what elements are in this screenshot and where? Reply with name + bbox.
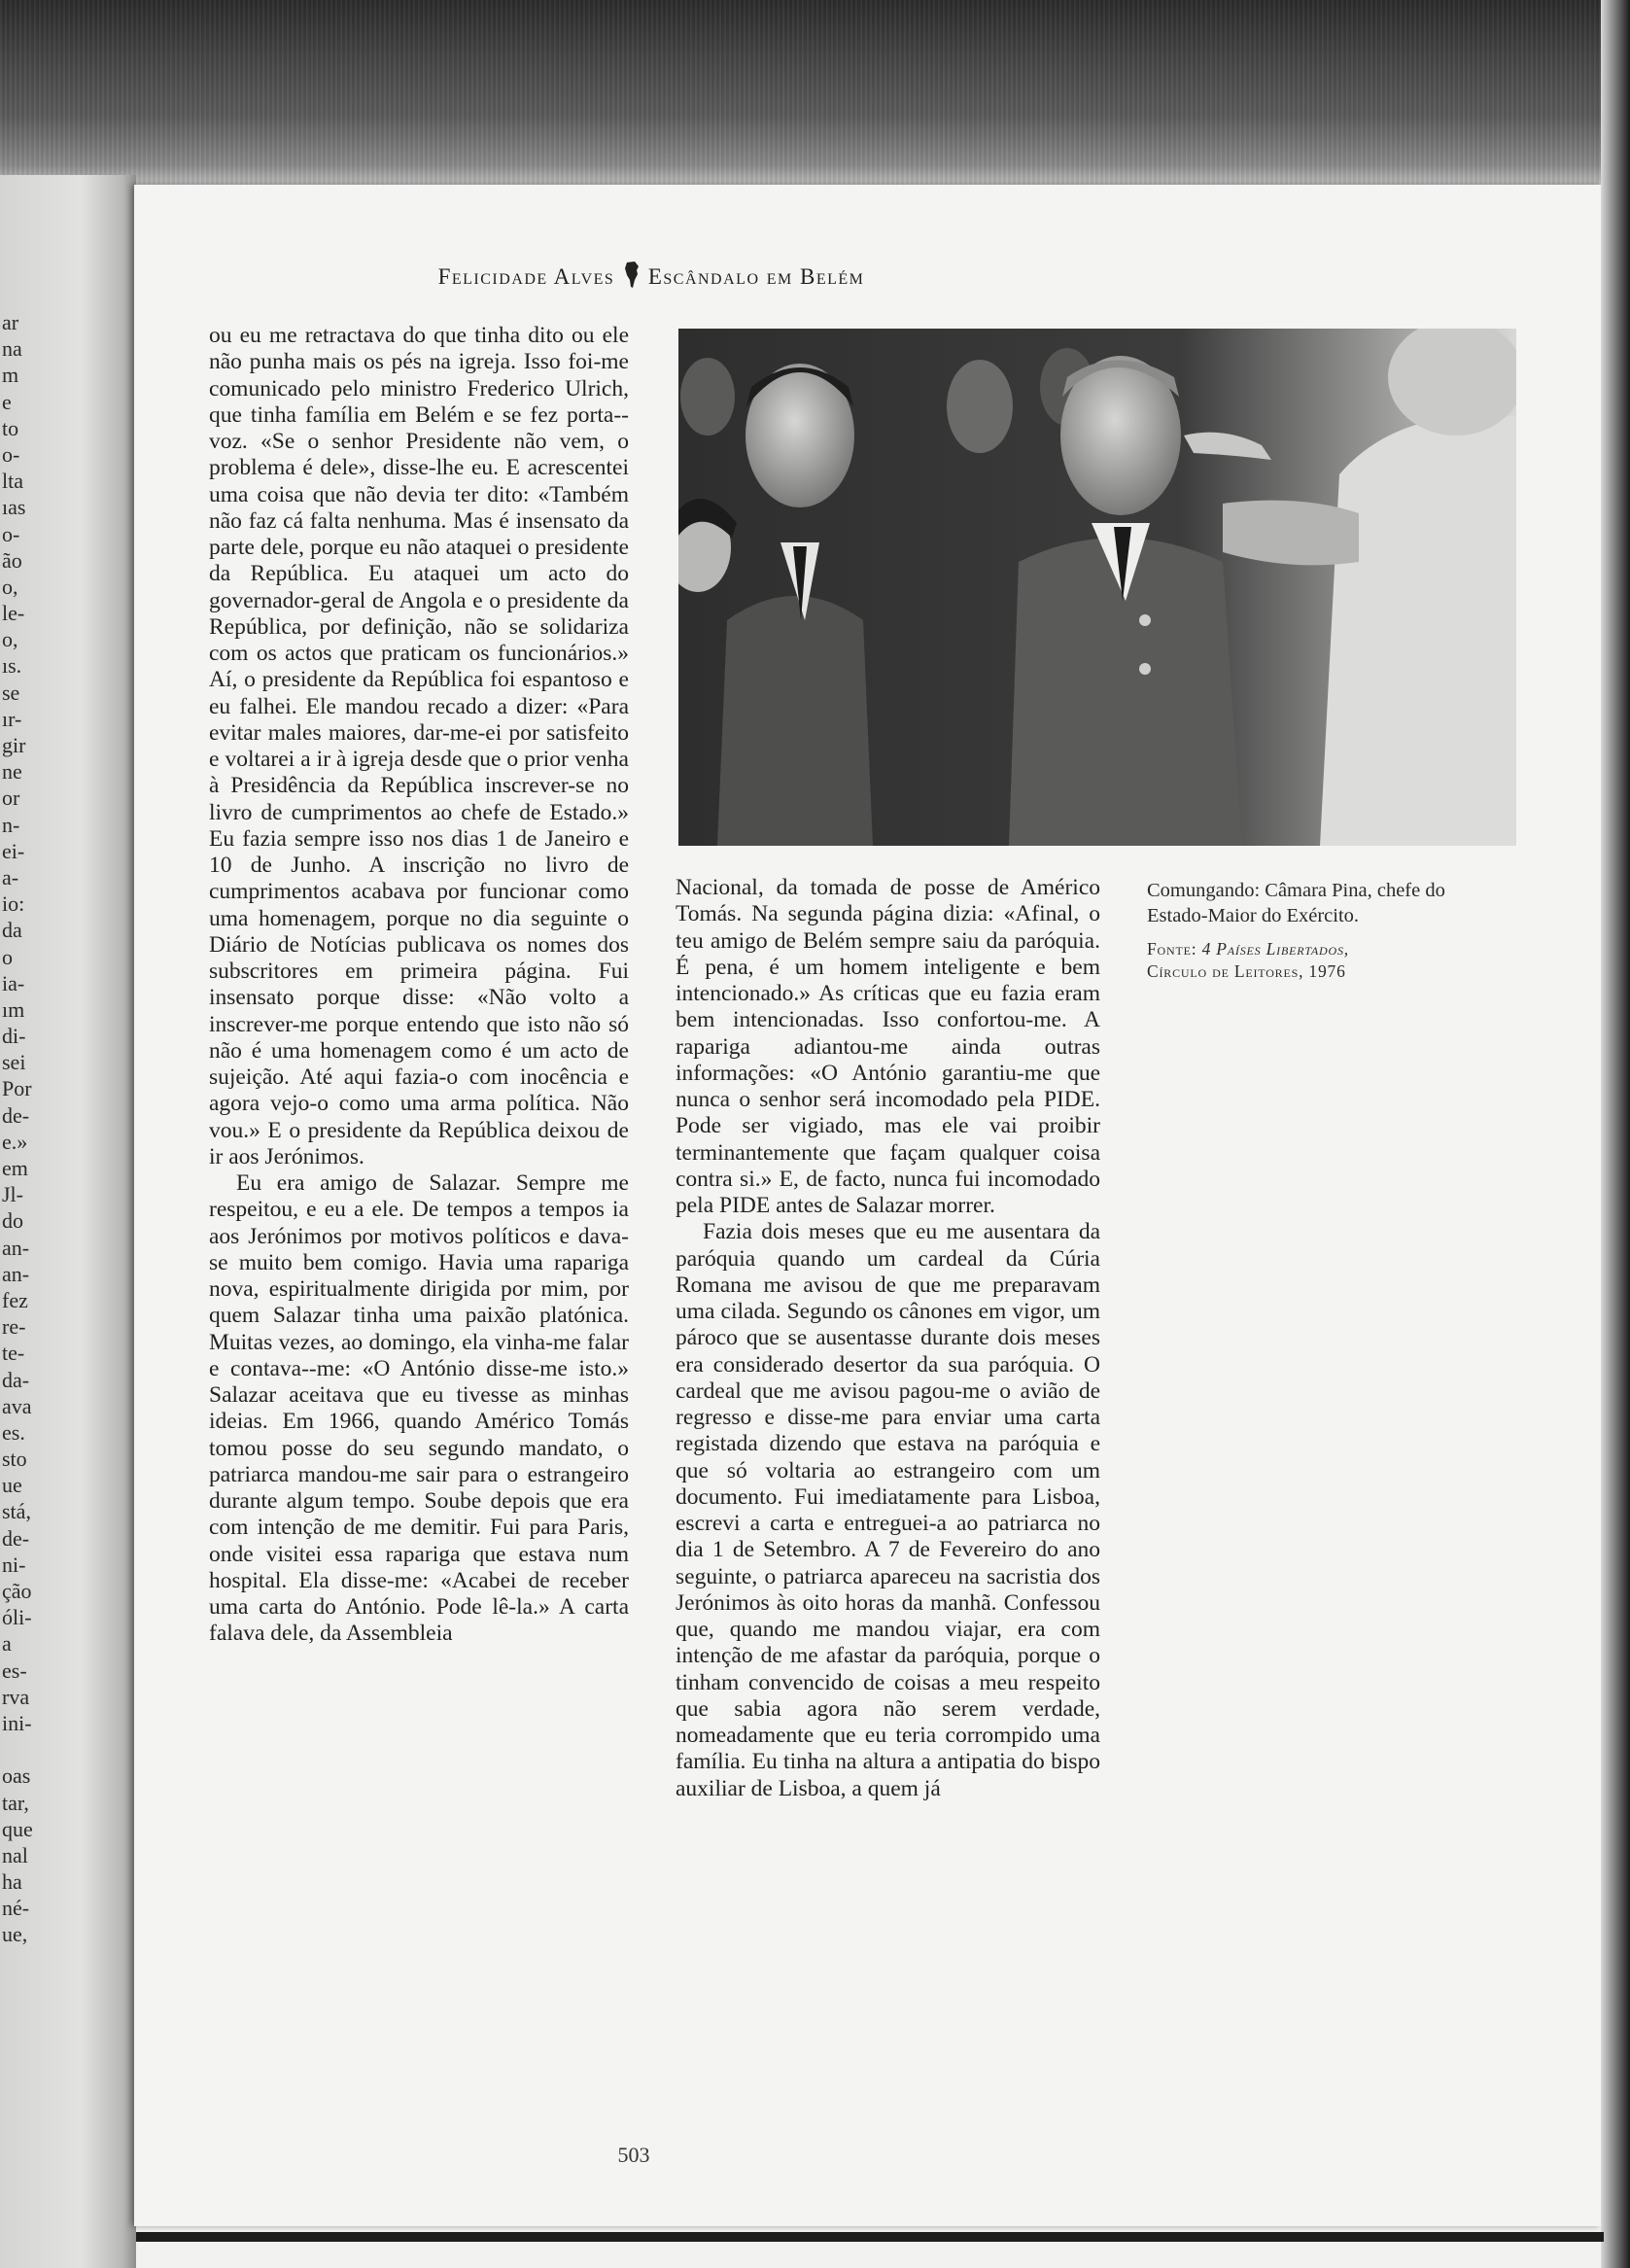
edge-fragment: do xyxy=(2,1208,23,1234)
header-author: Felicidade Alves xyxy=(437,264,615,289)
edge-fragment: que xyxy=(2,1816,33,1841)
scanner-shadow-top xyxy=(0,0,1630,194)
edge-fragment: ava xyxy=(2,1393,32,1418)
edge-fragment: ue xyxy=(2,1473,22,1498)
edge-fragment: ıas xyxy=(2,495,26,520)
edge-fragment: di- xyxy=(2,1024,26,1049)
paragraph: Eu era amigo de Salazar. Sempre me respeitou, e eu a ele. De tempos a tempos ia aos Jerónimos por motivos políticos e dava-se muito bem comigo. Havia uma rapariga nova, espiritualmente dirigida por mim, por quem Salazar tinha uma paixão platónica. Muitas vezes, ao domingo, ela vinha-me falar e contava--me: «O António disse-me isto.» Salazar aceitava que eu tivesse as minhas ideias. Em 1966, quando Américo Tomás tomou posse do seu segundo mandato, o patriarca mandou-me sair para o estrangeiro durante algum tempo. Soube depois que era com intenção de me demitir. Fui para Paris, onde visitei essa rapariga que estava num hospital. Ela disse-me: «Acabei de receber uma carta do António. Pode lê-la.» A carta falava dele, da Assembleia xyxy=(209,1170,629,1647)
edge-fragment: sei xyxy=(2,1050,26,1075)
edge-fragment: es- xyxy=(2,1657,27,1683)
source-label: Fonte: xyxy=(1147,939,1197,959)
facing-page-text-fragments xyxy=(2,309,62,1948)
edge-fragment: m xyxy=(2,363,19,388)
scanner-shadow-right xyxy=(1601,0,1630,2268)
edge-fragment: stá, xyxy=(2,1499,31,1524)
page-number: 503 xyxy=(617,2143,650,2167)
scanner-shadow-bottom xyxy=(136,2232,1604,2242)
edge-fragment: an- xyxy=(2,1235,30,1260)
edge-fragment: io: xyxy=(2,891,25,917)
edge-fragment: es. xyxy=(2,1419,25,1445)
edge-fragment: oas xyxy=(2,1763,31,1789)
edge-fragment: o, xyxy=(2,574,18,599)
paragraph: Fazia dois meses que eu me ausentara da paróquia quando um cardeal da Cúria Romana me avisou de que me preparavam uma cilada. Segundo os cânones em vigor, um pároco que se ausentasse durante dois meses era considerado desertor da sua paróquia. O cardeal que me avisou pagou-me o avião de regresso e disse-me para enviar uma carta registada dizendo que estava na paróquia e que só voltaria ao estrangeiro com um documento. Fui imediatamente para Lisboa, escrevi a carta e entreguei-a ao patriarca no dia 1 de Setembro. A 7 de Fevereiro do ano seguinte, o patriarca apareceu na sacristia dos Jerónimos às oito horas da manhã. Confessou que, quando me mandou viajar, era com intenção de me afastar da paróquia, porque o tinham convencido de coisas a meu respeito que sabia agora não serem verdade, nomeadamente que eu teria corrompido uma família. Eu tinha na altura a antipatia do bispo auxiliar de Lisboa, a quem já xyxy=(676,1219,1100,1801)
edge-fragment: ini- xyxy=(2,1710,32,1735)
source-title: 4 Países Libertados, xyxy=(1201,939,1349,959)
edge-fragment: ıs. xyxy=(2,653,22,679)
africa-map-icon xyxy=(624,261,640,290)
edge-fragment xyxy=(2,1736,62,1762)
paragraph: Nacional, da tomada de posse de Américo Tomás. Na segunda página dizia: «Afinal, o teu amigo de Belém sempre saiu da paróquia. É pena, é um homem inteligente e bem intencionado.» As críticas que eu fazia eram bem intencionadas. Isso confortou-me. A rapariga adiantou-me ainda outras informações: «O António garantiu-me que nunca o senhor será incomodado pela PIDE. Pode ser vigiado, mas ele vai proibir terminantemente que façam qualquer coisa contra si.» E, de facto, nunca fui incomodado pela PIDE antes de Salazar morrer. xyxy=(676,875,1100,1218)
edge-fragment: de- xyxy=(2,1525,30,1551)
edge-fragment: gir xyxy=(2,733,26,757)
edge-fragment: em xyxy=(2,1156,28,1180)
edge-fragment: ei- xyxy=(2,838,25,863)
edge-fragment: fez xyxy=(2,1287,28,1312)
edge-fragment: se xyxy=(2,680,20,705)
edge-fragment: te- xyxy=(2,1341,25,1366)
edge-fragment: óli- xyxy=(2,1605,32,1630)
edge-fragment: ha xyxy=(2,1869,22,1895)
edge-fragment: Por xyxy=(2,1076,32,1101)
edge-fragment: a- xyxy=(2,864,19,890)
edge-fragment: to xyxy=(2,415,19,440)
edge-fragment: nal xyxy=(2,1842,28,1867)
edge-fragment: e xyxy=(2,389,12,414)
edge-fragment: ue, xyxy=(2,1922,28,1947)
edge-fragment: lta xyxy=(2,469,23,494)
edge-fragment: le- xyxy=(2,601,25,626)
running-header xyxy=(0,261,1302,290)
edge-fragment: an- xyxy=(2,1261,30,1286)
text-column-left xyxy=(209,323,629,1648)
edge-fragment: da- xyxy=(2,1367,30,1392)
edge-fragment: or xyxy=(2,785,20,811)
edge-fragment: ır- xyxy=(2,706,22,731)
edge-fragment: ar xyxy=(2,310,19,334)
edge-fragment: a xyxy=(2,1631,12,1657)
edge-fragment: o- xyxy=(2,441,20,467)
edge-fragment: re- xyxy=(2,1314,26,1340)
caption-source xyxy=(1147,938,1468,983)
edge-fragment: o, xyxy=(2,627,18,652)
edge-fragment: ne xyxy=(2,759,22,785)
edge-fragment: ia- xyxy=(2,970,25,995)
photograph-communion xyxy=(678,329,1516,846)
text-column-middle xyxy=(676,875,1100,1802)
edge-fragment: ão xyxy=(2,547,22,573)
edge-fragment: n- xyxy=(2,812,20,837)
photo-caption xyxy=(1147,879,1468,983)
edge-fragment: Jl- xyxy=(2,1182,23,1207)
edge-fragment: rva xyxy=(2,1684,30,1709)
edge-fragment: e.» xyxy=(2,1129,28,1154)
edge-fragment: né- xyxy=(2,1896,30,1921)
edge-fragment: sto xyxy=(2,1447,27,1472)
edge-fragment: ção xyxy=(2,1579,32,1603)
edge-fragment: na xyxy=(2,336,22,362)
edge-fragment: de- xyxy=(2,1102,30,1128)
edge-fragment: da xyxy=(2,918,22,943)
caption-text: Comungando: Câmara Pina, chefe do Estado-Maior do Exército. xyxy=(1147,880,1445,926)
edge-fragment: o- xyxy=(2,521,20,546)
edge-fragment: tar, xyxy=(2,1790,29,1815)
edge-fragment: ni- xyxy=(2,1552,26,1577)
paragraph: ou eu me retractava do que tinha dito ou ele não punha mais os pés na igreja. Isso foi-me comunicado pelo ministro Frederico Ulrich, que tinha família em Belém e se fez porta--voz. «Se o senhor Presidente não vem, o problema é dele», disse-lhe eu. E acrescentei uma coisa que não devia ter dito: «Também não faz cá falta nenhuma. Mas é insensato da parte dele, porque eu não ataquei o presidente da República. Eu ataquei um acto do governador-geral de Angola e o presidente da República, por definição, não se solidariza com os actos que praticam os funcionários.» Aí, o presidente da República foi espantoso e eu falhei. Ele mandou recado a dizer: «Para evitar males maiores, dar-me-ei por satisfeito e voltarei a ir à igreja desde que o prior venha à Presidência da República inscrever-se no livro de cumprimentos ao chefe de Estado.» Eu fazia sempre isso nos dias 1 de Janeiro e 10 de Junho. A inscrição no livro de cumprimentos acabava por funcionar como uma homenagem, porque no dia seguinte o Diário de Notícias publicava os nomes dos subscritores em primeira página. Fui insensato porque disse: «Não volto a inscrever-me porque entendo que isto não só não é uma homenagem como é um acto de sujeição. Até aqui fazia-o com inocência e agora vejo-o como uma arma política. Não vou.» E o presidente da República deixou de ir aos Jerónimos. xyxy=(209,323,629,1169)
header-title: Escândalo em Belém xyxy=(647,264,865,289)
photo-illustration xyxy=(678,329,1516,846)
edge-fragment: ım xyxy=(2,996,25,1022)
edge-fragment: o xyxy=(2,944,13,969)
source-publisher: Círculo de Leitores, 1976 xyxy=(1147,961,1346,981)
